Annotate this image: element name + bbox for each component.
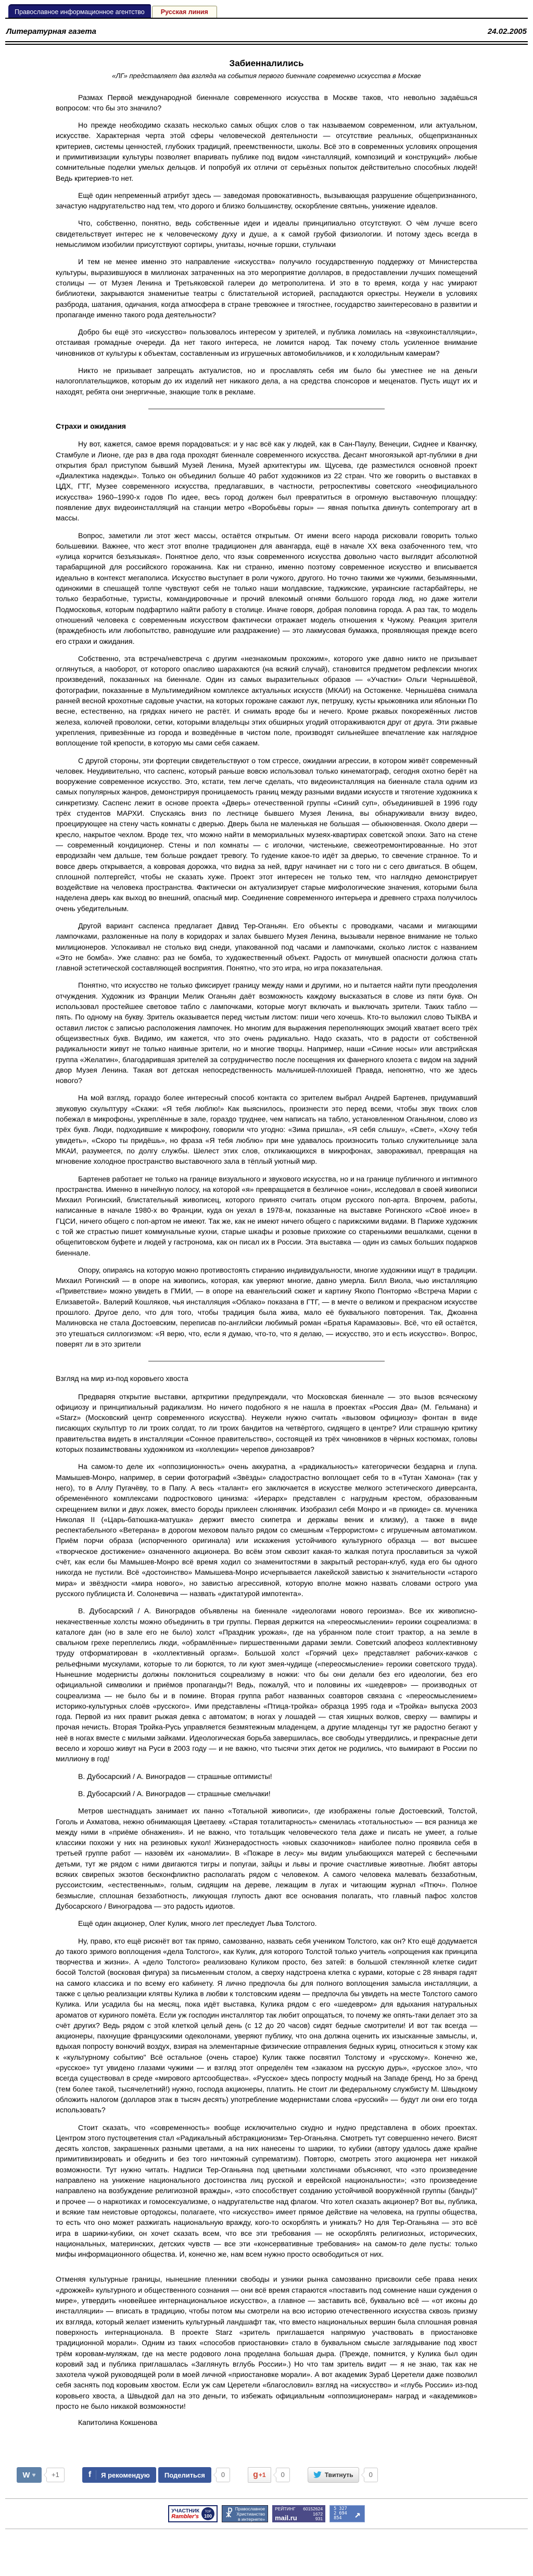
paragraph: На мой взгляд, гораздо более интересный способ контакта со зрителем выбрал Андрей Бартенев, придумавший звуковую скульптуру «Скажи: «Я тебя люблю!» Как выяснилось, произнести это перед всеми, чтобы звук твоих слов побежал в микрофоны, укреплённые в зале, гораздо труднее, чем написать на табло, установленном Оганьяном, слово из трёх букв. Люди, подходившие к микрофону, говорили что угодно: «Зима пришла», «Я себя слышу», «Свет», «Хочу тебя увидеть», «Скоро ты придёшь», но фраза «Я тебя люблю» при мне удавалось произносить только служительнице зала МКАИ, разумеется, по долгу службы. Шелест этих слов, откликающихся в микрофонах, завораживал, превращая на мгновение холодное пространство выставочного зала в тёплый уютный мир. <box>56 1093 477 1166</box>
vk-counter[interactable]: +1 <box>46 2468 65 2482</box>
paragraph: В. Дубосарский / А. Виноградов — страшные смельчаки! <box>78 1789 271 1798</box>
tab-rusline-label: Русская линия <box>160 8 208 16</box>
facebook-icon: f <box>88 2470 96 2480</box>
mailru-logo: mail.ru <box>275 2514 297 2522</box>
facebook-share-group <box>82 2467 230 2483</box>
rambler-brand-label: Rambler's <box>171 2513 199 2520</box>
paragraph: В. Дубосарский / А. Виноградов — страшные оптимисты! <box>78 1772 272 1781</box>
chi-rho-icon: ☧ <box>225 2508 233 2520</box>
pravoslavie-line1: Православное <box>235 2506 265 2511</box>
paragraph: Ещё один непременный атрибут здесь — заведомая провокативность, вызывающая разрушение общепризнанного, зачастую надругательство над тем, что дорого и близко большинству, оскорбление святынь, унижение идеалов. <box>56 191 477 210</box>
paragraph: Отменяя культурные границы, нынешние пленники свободы и узники рынка самозванно присвоили себе права неких «дрожжей» культурного и общественного сознания — они всё время стараются «поставить под сомнение наши суждения о мире», утвердить «новейшее интернациональное искусство», а главное — заставить всё, буквально всё — «от иконы до инсталляции» — вписать в традицию, чтобы потом мы смотрели на всю историю отечественного искусства сквозь призму их взгляда, который желает изменить культурный ландшафт так, что вместо национальных вершин была сплошная ровная поверхность интернационала. В проекте Starz «зритель приглашается напрямую участвовать в приостановке традиционной морали». Одним из таких «способов приостановки» стало в буквальном смысле заглядывание под хвост трём коровам-муляжам, где на месте родового лона проделана большая дыра. (Прежде, помнится, у Кулика был один коровий зад и публика приглашалась «Заглянуть вглубь России».) Но что там зритель видит — я не знаю, так как не захотела чужой руководящей роли в моей личной «приостановке морали». А вот академик Зураб Церетели даже позволил себя заснять под коровьим хвостом. Если уж сам Церетели «благословил» взгляд на «искусство» и «глубь России» из-под коровьего хвоста, а Швыдкой дал на это деньги, то избежать официальным «оппозиционерам» наград и «академиков» просто не было никакой возможности! <box>56 2275 477 2410</box>
section-heading: Страхи и ожидания <box>56 421 126 430</box>
heart-icon: ♥ <box>32 2471 36 2479</box>
paragraph: Другой вариант саспенса предлагает Давид Тер-Оганьян. Его объекты с проводками, часами и мигающими лампочками, разложенные на полу в коридорах и залах бывшего Музея Ленина, вызывали нервное внимание не только милиционеров. Успокаивал не столько вид снеди, упакованной под часами и лампочками, сколько листок с названием «Это не бомба». Уже славно: раз не бомба, то художественный объект. Радость от минувшей опасности должна стать главной эстетической составляющей восприятия. Понятно, что это игра, но игра показательная. <box>56 921 477 973</box>
vk-like-button[interactable] <box>17 2467 42 2483</box>
paragraph: Предваряя открытие выставки, арткритики предупреждали, что Московская биеннале — это вызов всяческому официозу и принципиальный радикализм. Но ничего подобного я не нашла в проектах «Россия Два» (М. Гельмана) и «Starz» (Московский центр современного искусства). Неужели нужно считать «вызовом официозу» фонтан в виде писающих скульптур то ли троих солдат, то ли троих бандитов на четвёртого, сидящего в центре? Или страшную критику правительства видеть в инсталляции «Сонное правительство», состоящей из трёх чиновников в чёрных костюмах, головы которых позаимствованы художником из «коллекции» черепов динозавров? <box>56 1392 477 1454</box>
facebook-counter[interactable]: 0 <box>216 2468 230 2482</box>
paragraph: Вопрос, заметили ли этот жест массы, остаётся открытым. От имени всего народа рисковали говорить только большевики. Важнее, что жест этот вполне традиционен для авангарда, ещё в начале XX века озабоченного тем, что «улица корчится безъязыкая». Понятное дело, что язык современного искусства довольно часто выглядит абсолютной тарабарщиной для российского горожанина. Как ни странно, именно поэтому современное искусство и вписывается идеально в контекст мегаполиса. Искусство выступает в роли чужого, другого. Но точно такими же чужими, безымянными, одинокими в спешащей толпе чувствуют себя не только наши молдавские, таджикские, украинские гастарбайтеры, не только безработные, туристы, командировочные и прочий влекомый огнями большого города люд, но даже жители Подмосковья, которым подфартило найти работу в столице. Иначе говоря, добрая половина города. А раз так, то модель отношений человека с современным искусством фактически отражает модель отношения к Чужому. Реакция зрителя (враждебность или любопытство, равнодушие или раздражение) — это лакмусовая бумажка, проявляющая прежде всего его страхи и ожидания. <box>56 531 477 645</box>
facebook-share-label: Поделиться <box>164 2471 205 2479</box>
hotlog-counter-badge[interactable] <box>329 2505 365 2522</box>
footer-badges <box>5 2505 528 2522</box>
facebook-share-button[interactable] <box>158 2467 211 2483</box>
paragraph: Что, собственно, понятно, ведь собственные идеи и идеалы принципиально отсутствуют. О чём лучше всего свидетельствует интерес не к человеческому духу и душе, а к самой грубой физиологии. И потому здесь всегда в немыслимом изобилии присутствуют сортиры, унитазы, ночные горшки, стульчаки <box>56 219 477 249</box>
vk-share-group <box>17 2467 65 2483</box>
paragraph: Ну вот, кажется, самое время порадоваться: и у нас всё как у людей, как в Сан-Паулу, Венеции, Сиднее и Кванчжу, Стамбуле и Лионе, где раз в два года проходят биеннале современного искусства. Десант многоязыкой арт-публики в дни открытия брал приступом бывший Музей Ленина, Музей архитектуры им. Щусева, где разместился основной проект «Диалектика надежды». Только он объединил больше 40 работ художников из 22 стран. Что же говорить о выставках в ЦДХ, ГТГ, Музее современного искусства, предлагавших, в частности, ретроспективы советского «неофициального искусства» 1960–1990-х годов По идее, весь город должен был превратиться в огромную выставочную площадку: появление двух видеоинсталляций на станции метро «Воробьёвы горы» — явная попытка двинуть contemporary art в массы. <box>56 440 477 522</box>
paragraph: В. Дубосарский / А. Виноградов объявлены на биеннале «идеологами нового героизма». Все их живописно-некачественные холсты можно объединить в три группы. Первая держится на «переосмыслении» героики соцреализма: в каталоге дан (но в зале его не было) холст «Праздник урожая», где на убранном поле стоит трактор, а на земле в свальном грехе переплелись люди, «обрамлённые» пиршественными дарами земли. Советский апофеоз коллективному труду отформатирован в «коллективный оргазм». Большой холст «Горячий цех» представляет рабочих-качков с рельефными мускулами, которые то ли борются, то ли куют змея-чудище («переосмысление» героики советского труда). Нынешние модернисты должны поклониться соцреализму в ножки: что бы они делали без его идеологии, без его официальной символики и приёмов пропаганды?! Ведь, пожалуй, что и половины их «шедевров» — производных от соцреализма — не было бы и в помине. Вторая группа работ названных соавторов связана с «переосмыслением» историко-культурных слоёв «русского». Ими представлены «Птица-тройка» образца 1995 года и «Тройка» выпуска 2003 года. Первой из них правит рыжая девка с автоматом; в ногах у лошадей — стая хищных волков, сверху — вампиры и прочая нечисть. Вторая Тройка-Русь управляется безмятежным младенцем, а другие младенцы тут же радостно бегают у неё в ногах вместе с милыми зайками. Идеологическая борьба завершилась, все свободы утвердились, и прекрасные дети весело и хорошо живут на Руси в 2003 году — и не важно, что тысячи этих деток не родились, что вымирают в России по миллиону в год! <box>56 1607 477 1763</box>
facebook-recommend-button[interactable] <box>82 2467 156 2483</box>
paragraph: С другой стороны, эти фортеции свидетельствуют о том стрессе, ожидании агрессии, в котором живёт современный человек. Неудивительно, что саспенс, который раньше вовсю использовал только кинематограф, сегодня охотно берёт на вооружение современное искусство. Это, кстати, тем легче сделать, что видеоинсталляция на биеннале стала одним из самых популярных жанров, демонстрируя проницаемость границ между разными видами искусств и тяготение художника к синкретизму. Саспенс лежит в основе проекта «Дверь» отечественной группы «Синий суп», объединившей в 1996 году трёх студентов МАРХИ. Спускаясь вниз по лестнице бывшего Музея Ленина, вы обнаруживали внизу видео, проецирующее на стену часть комнаты с дверью. Дверь была не маленькая не большая — обыкновенная. Около двери — кресло, накрытое чехлом. Вроде тех, что можно найти в мемориальных музеях-квартирах советской эпохи. Зато на стене — современный кондиционер. Стены и пол комнаты — с иголочки, чистенькие, свежеотремонтированные. Но этот евродизайн чем дальше, тем больше рождает тревогу. То гудение какое-то идёт за дверью, то свечение странное. То и вовсе дверь открывается, а ковровая дорожка, что видна за ней, вдруг начинает ни с того ни с сего двигаться. В общем, сплошной полтергейст, чтобы не сказать хуже. Проект этот интересен не только тем, что наглядно демонстрирует воздействие на человека пространства. Фактически он актуализирует старые мифологические значения, которыми была наделена дверь как выход во внешний, опасный мир. Соединение современного интерьера и древнего страха получилось очень убедительным. <box>56 756 477 913</box>
pravoslavie-line3: в интернете» <box>238 2516 265 2522</box>
gplus-button[interactable] <box>248 2467 271 2483</box>
share-buttons <box>17 2467 528 2483</box>
twitter-share-group <box>308 2467 378 2483</box>
mailru-rating-total: 60152624 <box>303 2506 323 2512</box>
gplus-icon: g <box>253 2470 258 2480</box>
section-divider <box>148 1361 385 1362</box>
author-signature: Капитолина Кокшенова <box>78 2418 158 2427</box>
article-title: Забиенналились <box>229 58 304 68</box>
pravoslavie-line2: Христианство <box>236 2511 265 2517</box>
mailru-rating-badge[interactable] <box>272 2505 325 2522</box>
hotlog-count-1: 5 327 <box>334 2506 347 2512</box>
tweet-label: Твитнуть <box>324 2471 353 2479</box>
paragraph: Стоит сказать, что «современность» вообще исключительно скудно и нудно представлена в обоих проектах. Центром этого пустоцветения стал «Радикальный абстракционизм» Тер-Оганьяна. Смотреть тут совершенно нечего. Висят десять холстов, закрашенных разными цветами, а на них нанесены то шарики, то кубики (автору удалось даже крайне примитивизировать и обеднить и без того ничтожный супрематизм). Повторю, смотреть этого акционера нет никакой возможности. Тут нужно читать. Надписи Тер-Оганьяна под цветными холстинами объясняют, что «это произведение направлено на унижение национального достоинства лиц русской и еврейской национальности»; «это произведение направлено на возбуждение религиозной вражды», «это способствует созданию устойчивой вооружённой группы (банды)" и прочее — о наркотиках и гомосексуализме, о надругательстве над флагом. Что хотел сказать акционер? Вот вы, публика, и всякие там неистовые ортодоксы, полагаете, что «искусство» имеет прямое действие на человека, на группы общества, то есть что оно может разжигать национальную вражду, кого-то оскорблять и унижать? Но для Тер-Оганьяна — это всё игра в шарики-кубики, он хочет сказать всем, что все эти требования — не оскорблять религиозных, исторических, национальных, материнских, детских чувств — все эти «консервативные требования» на самом-то деле пусты: только мифы информационного общества. И, конечно же, нам всем нужно просто освободиться от них. <box>56 2123 477 2259</box>
twitter-counter[interactable]: 0 <box>364 2468 378 2482</box>
paragraph: Собственно, эта встреча/невстреча с другим «незнакомым прохожим», которого уже давно никто не призывает оглянуться, а наоборот, от которого опасливо шарахаются (на всякий случай), становится предметом рефлексии многих произведений, показанных на биеннале. Один из самых выразительных образов — «Участки» Ольги Чернышёвой, фотографии, показанные в Мультимедийном комплексе актуальных искусств (МКАИ) на Остоженке. Чернышёва снимала ранней весной крохотные садовые участки, на которых горожане сажают лук, петрушку, кусты крыжовника или яблоньки По весне, естественно, на грядках ничего не растёт. И снимать вроде бы и нечего. Кроме ржавых покорежённых листов железа, колючей проволоки, сетки, которыми владельцы этих обширных угодий отгораживаются друг от друга. Эти ржавые укрепления, привезённые из города и возведённые в чистом поле, производят сильнейшее впечатление как наглядное воплощение той крепости, в которую мы сами себя сажаем. <box>56 654 477 748</box>
double-rule <box>5 41 528 45</box>
paragraph: Ещё один акционер, Олег Кулик, много лет преследует Льва Толстого. <box>78 1919 317 1928</box>
tweet-button[interactable] <box>308 2467 359 2483</box>
paragraph: Добро бы ещё это «искусство» пользовалось интересом у зрителей, и публика ломилась на «звукоинсталляции», отстаивая громадные очереди. Да нет такого интереса, не ломится народ. Так почему столь усиленное внимание чиновников от культуры к объектам, составленным из игрушечных автомобильчиков, и к холодильным камерам? <box>56 328 477 357</box>
paragraph: Размах Первой международной биеннале современного искусства в Москве таков, что невольно задаёшься вопросом: что бы это значило? <box>56 93 477 112</box>
paragraph: На самом-то деле их «оппозиционность» очень аккуратна, а «радикальность» категорически бездарна и глупа. Мамышев-Монро, например, в серии фотографий «Звёзды» сладострастно воплощает себя то в «Тутан Хамона» (так у него), то в Аллу Пугачёву, то в Папу. А весь «талант» его заключается в искусстве мелкого эстетического диверсанта, обременённого комплексами подросткового цинизма: «Иерарх» представлен с нагрудным крестом, образованным скрещением вилки и двух ложек, вместо бороды приклеен слюнявчик. Изобразил себя Монро и «в прикиде» св. мученика Николая II («Царь-батюшка-матушка» держит вместо скипетра и державы веник и клизму), а также в виде респектабельного «Ветерана» в дорогом меховом пальто рядом со смешным «Террористом» с игрушечным автоматиком. Приём порчи образа (испорченного оригинала) или искажения устойчивого культурного образца — вот высшее «творческое достижение» означенного акционера. Во всём этом сквозит какая-то жалкая потуга прославиться за чужой счёт, как если бы Мамышев-Монро всё время ходил со знаменитостями в закрытый ресторан-клуб, куда его бы одного никогда не пустили. Всё «достоинство» Мамышева-Монро исчерпывается лакейской завистью к значительности «старого мира» и звёздности «мира нового», но завистью агрессивной, которую вполне можно назвать словами острого ума русского публициста И. Солоневича — назвать «диктатурой импотента». <box>56 1462 477 1598</box>
arrow-up-right-icon: ↗ <box>354 2507 361 2520</box>
rambler-top100-badge[interactable] <box>168 2505 218 2522</box>
paragraph: И тем не менее именно это направление «искусства» получило государственную поддержку от Министерства культуры, выразившуюся в миллионах затраченных на это мероприятие долларов, в предоставлении лучших помещений столицы — от Музея Ленина и Третьяковской галереи до метрополитена. И это в то время, когда у нас умирают библиотеки, закрываются знаменитые театры с блистательной историей, распадаются оркестры. Неужели в условиях разброда, шатания, одичания, когда атмосфера в стране тревожнее и тягостнее, государство заинтересовано в развитии и пропаганде именно такого рода деятельности? <box>56 257 477 319</box>
section-heading: Взгляд на мир из-под коровьего хвоста <box>56 1374 188 1383</box>
masthead <box>6 27 527 36</box>
paragraph: Бартенев работает не только на границе визуального и звукового искусства, но и на границе публичного и интимного пространства. Именно в ничейную полосу, на которой «я» превращается в безличное «они», исследовал в своей живописи Михаил Рогинский, блистательный живописец, которого принято считать отцом русского поп-арта. Впрочем, работы, написанные в начале 1980-х во Франции, куда он уехал в 1978-м, показанные на выставке Рогинского «Своё иное» в ГЦСИ, ничего общего с поп-артом не имеют. Так же, как не имеют ничего общего с парижскими видами. В Париже художник с той же страстью пишет коммунальные кухни, старые шкафы и розовые прихожие со старенькими вешалками, сценки в общепитовском буфете и людей у гастронома, как он писал их в России. Эта выставка — один из самых больших подарков биеннале. <box>56 1174 477 1257</box>
facebook-recommend-label: Я рекомендую <box>101 2471 150 2479</box>
paragraph: Опору, опираясь на которую можно противостоять стиранию индивидуальности, многие художники ищут в традиции. Михаил Рогинский — в опоре на живопись, которая, как уверяют многие, давно умерла. Билл Виола, чью инсталляцию «Приветствие» можно увидеть в ГМИИ, — в опоре на евангельский сюжет и картину Якопо Понтормо «Встреча Марии с Елизаветой». Валерий Кошляков, чья инсталляция «Облако» показана в ГТГ, — в мечте о великом и прекрасном искусстве прошлого. Другое дело, что для того, чтобы традиция была жива, мало её буквального повторения. Так, Джоанна Малиновска не стала Достоевским, переписав по-английски любимый роман «Братья Карамазовы». Всё, что ей остаётся, это утешаться силлогизмом: «Я верю, что, если я думаю, что-то, что я делаю, — искусство, это и есть искусство». Вопрос, поверят ли в это зрители <box>56 1265 477 1348</box>
hotlog-count-3: 854 <box>334 2516 342 2521</box>
site-tabbar <box>5 4 528 19</box>
gplus-share-group <box>248 2467 290 2483</box>
tab-agency-label: Православное информационное агентство <box>15 8 145 16</box>
pravoslavie-banner[interactable] <box>222 2505 268 2522</box>
rambler-member-label: УЧАСТНИК <box>171 2508 200 2514</box>
article-subtitle: «ЛГ» представляет два взгляда на события первого биеннале современно искусства в Москве <box>112 71 421 80</box>
mailru-rating-label: РЕЙТИНГ <box>275 2506 296 2512</box>
section-divider <box>148 408 385 409</box>
paragraph: Ну, право, кто ещё рискнёт вот так прямо, самозванно, назвать себя учеником Толстого, как он? Кто ещё додумается до такого зримого воплощения «дела Толстого», как Кулик, для которого Толстой только учитель «опрощения как принципа творчества и жизни». А «дело Толстого» реализовано Куликом просто, без затей: в большой стеклянной клетке сидит босой Толстой (восковая фигура) за письменным столом, а сверху надстроена клетка с курами, которые с 28 января гадят на самого классика и по всему его кабинету. Я лично предпочла бы для полного воплощения замысла инсталляции, а также с целью реализации клятвы Кулика в любви к толстовским идеям — предпочла бы увидеть на месте Толстого самого Кулика. Или усадила бы на месяц, пока идёт выставка, Кулика рядом с его «шедевром» для вдыхания натуральных ароматов от куриного помёта. Если уж господин инсталлятор так любит опрощаться, то почему же опять-таки делает это за счёт других? Ведь рядом с этой клеткой целый день (с 12 до 20 часов) сидят бедные смотрители! И вот так всегда — акционеры, пахнущие французскими одеколонами, уверяют публику, что она должна оценить их изысканные замыслы, и, вдыхая попросту вонючий воздух, взирая на элементарные физические отправления бедных куриц, относиться к этому как к «культурному событию" Всё остальное (очень старое) Кулик также посвятил Толстому и «русскому». Конечно же, «русское» тут увидено глазами чужими — и взгляд этот определён тем «заказом на русскую дурь», «русское зло», что всегда существовал в среде «мирового артсообщества». «Русское» здесь попросту модный на Западе бренд. Но за бренд (тем более такой, тысячелетний!) нужно, господа акционеры, платить. Не стоит ли федеральному службисту М. Швыдкому обложить налогом (долларов этак в тысяч десять) употребление модернистами слова «русский» — будут ли они его тогда использовать? <box>56 1936 477 2114</box>
publication-date: 24.02.2005 <box>487 27 527 36</box>
twitter-bird-icon <box>313 2471 322 2479</box>
footer-rule-top <box>5 2498 528 2499</box>
gplus-plus-label: +1 <box>258 2471 266 2479</box>
tab-agency[interactable] <box>8 4 151 18</box>
paragraph: Но прежде необходимо сказать несколько самых общих слов о так называемом современном, или актуальном, искусстве. Характерная черта этой сферы человеческой деятельности — отсутствие реальных, общепризнанных критериев, системы ценностей, глубоких традиций, преемственности, школы. Всё это в современных условиях опрощения и примитивизации культуры позволяет впаривать публике под видом «инсталляций, композиций и конструкций» любые сомнительные поделки умелых дельцов. И попробуй их отличи от серьёзных попыток действительно способных людей! Ведь критериев-то нет. <box>56 121 477 182</box>
mailru-count-2: 931 <box>315 2516 323 2522</box>
article-body <box>56 92 477 2412</box>
gplus-counter[interactable]: 0 <box>276 2468 290 2482</box>
publication-name: Литературная газета <box>6 27 96 36</box>
tab-russkaya-liniya[interactable] <box>152 6 217 18</box>
vk-icon: W <box>22 2470 30 2480</box>
hotlog-count-2: 2 694 <box>334 2511 347 2517</box>
paragraph: Понятно, что искусство не только фиксирует границу между нами и другими, но и пытается найти пути преодоления отчуждения. Художник из Франции Мелик Оганьян даёт возможность каждому высказаться в слове из пяти букв. Он использовал простейшее световое табло с лампочками, которые могут включать и выключать зрители. Таких табло — пять. По одному на букву. Зритель оказывается перед чистым листом: пиши чего хочешь. Кто-то выложил слово ТЫКВА и оставил листок с записью расположения лампочек. Но многим для выражения переполняющих эмоций хватает всего трёх общеизвестных букв. Видимо, им кажется, что это очень радикально. Надо сказать, что в радости от собственной радикальности живут не только наивные зрители, но и многие творцы. Например, наши «Синие носы» или австрийская группа «Желатин», благодарившая зрителей за сотрудничество после посещения их фанерного клозета с видом на задний двор Музея Ленина. Такая вот детская непосредственность мальчишей-плохишей Правда, непонятно, что же здесь нового? <box>56 981 477 1085</box>
rambler-top100-icon: TOP 100 <box>201 2507 214 2520</box>
paragraph: Никто не призывает запрещать актуалистов, но и прославлять себя им было бы уместнее не на деньги налогоплательщиков, которым до их изделий нет никакого дела, а на средства спонсоров и меценатов. Пусть ищут их и находят, ребята они энергичные, знающие толк в рекламе. <box>56 366 477 396</box>
paragraph: Метров шестнадцать занимает их панно «Тотальной живописи», где изображены голые Достоевский, Толстой, Гоголь и Ахматова, нежно обнимающая Цветаеву. «Старая тоталитарность» сменилась «тотальностью» — вся разница же между ними в «приёме обнажения». И не важно, что тотальщик человеческого тела даже и писать не умеет, а голые классики похожи у них на резиновых кукол! Жизнерадостность «новых сказочников» наиболее полно проявила себя в третьей группе работ — назовём их «аномалии». В «Пожаре в лесу» мы видим улыбающихся матерей с беспечными детьми, тут же рядом с ними двигаются тигры и попугаи, зайцы и львы и прочие счастливые животные. Любят авторы всяких свирепых экзотов бесконфликтно располагать рядом с человеком. А самого человека малевать беззаботным, руссоистским, «естественным», голым, сидящим на дереве, лежащим в лугах и читающим журнал «Птюч». Полное безмыслие, сплошная беззаботность, ликующая глупость дают все основания полагать, что главный пафос холстов Дубосарского / Виноградова — это радость идиотов. <box>56 1807 477 1910</box>
mailru-count-1: 1672 <box>313 2511 323 2517</box>
